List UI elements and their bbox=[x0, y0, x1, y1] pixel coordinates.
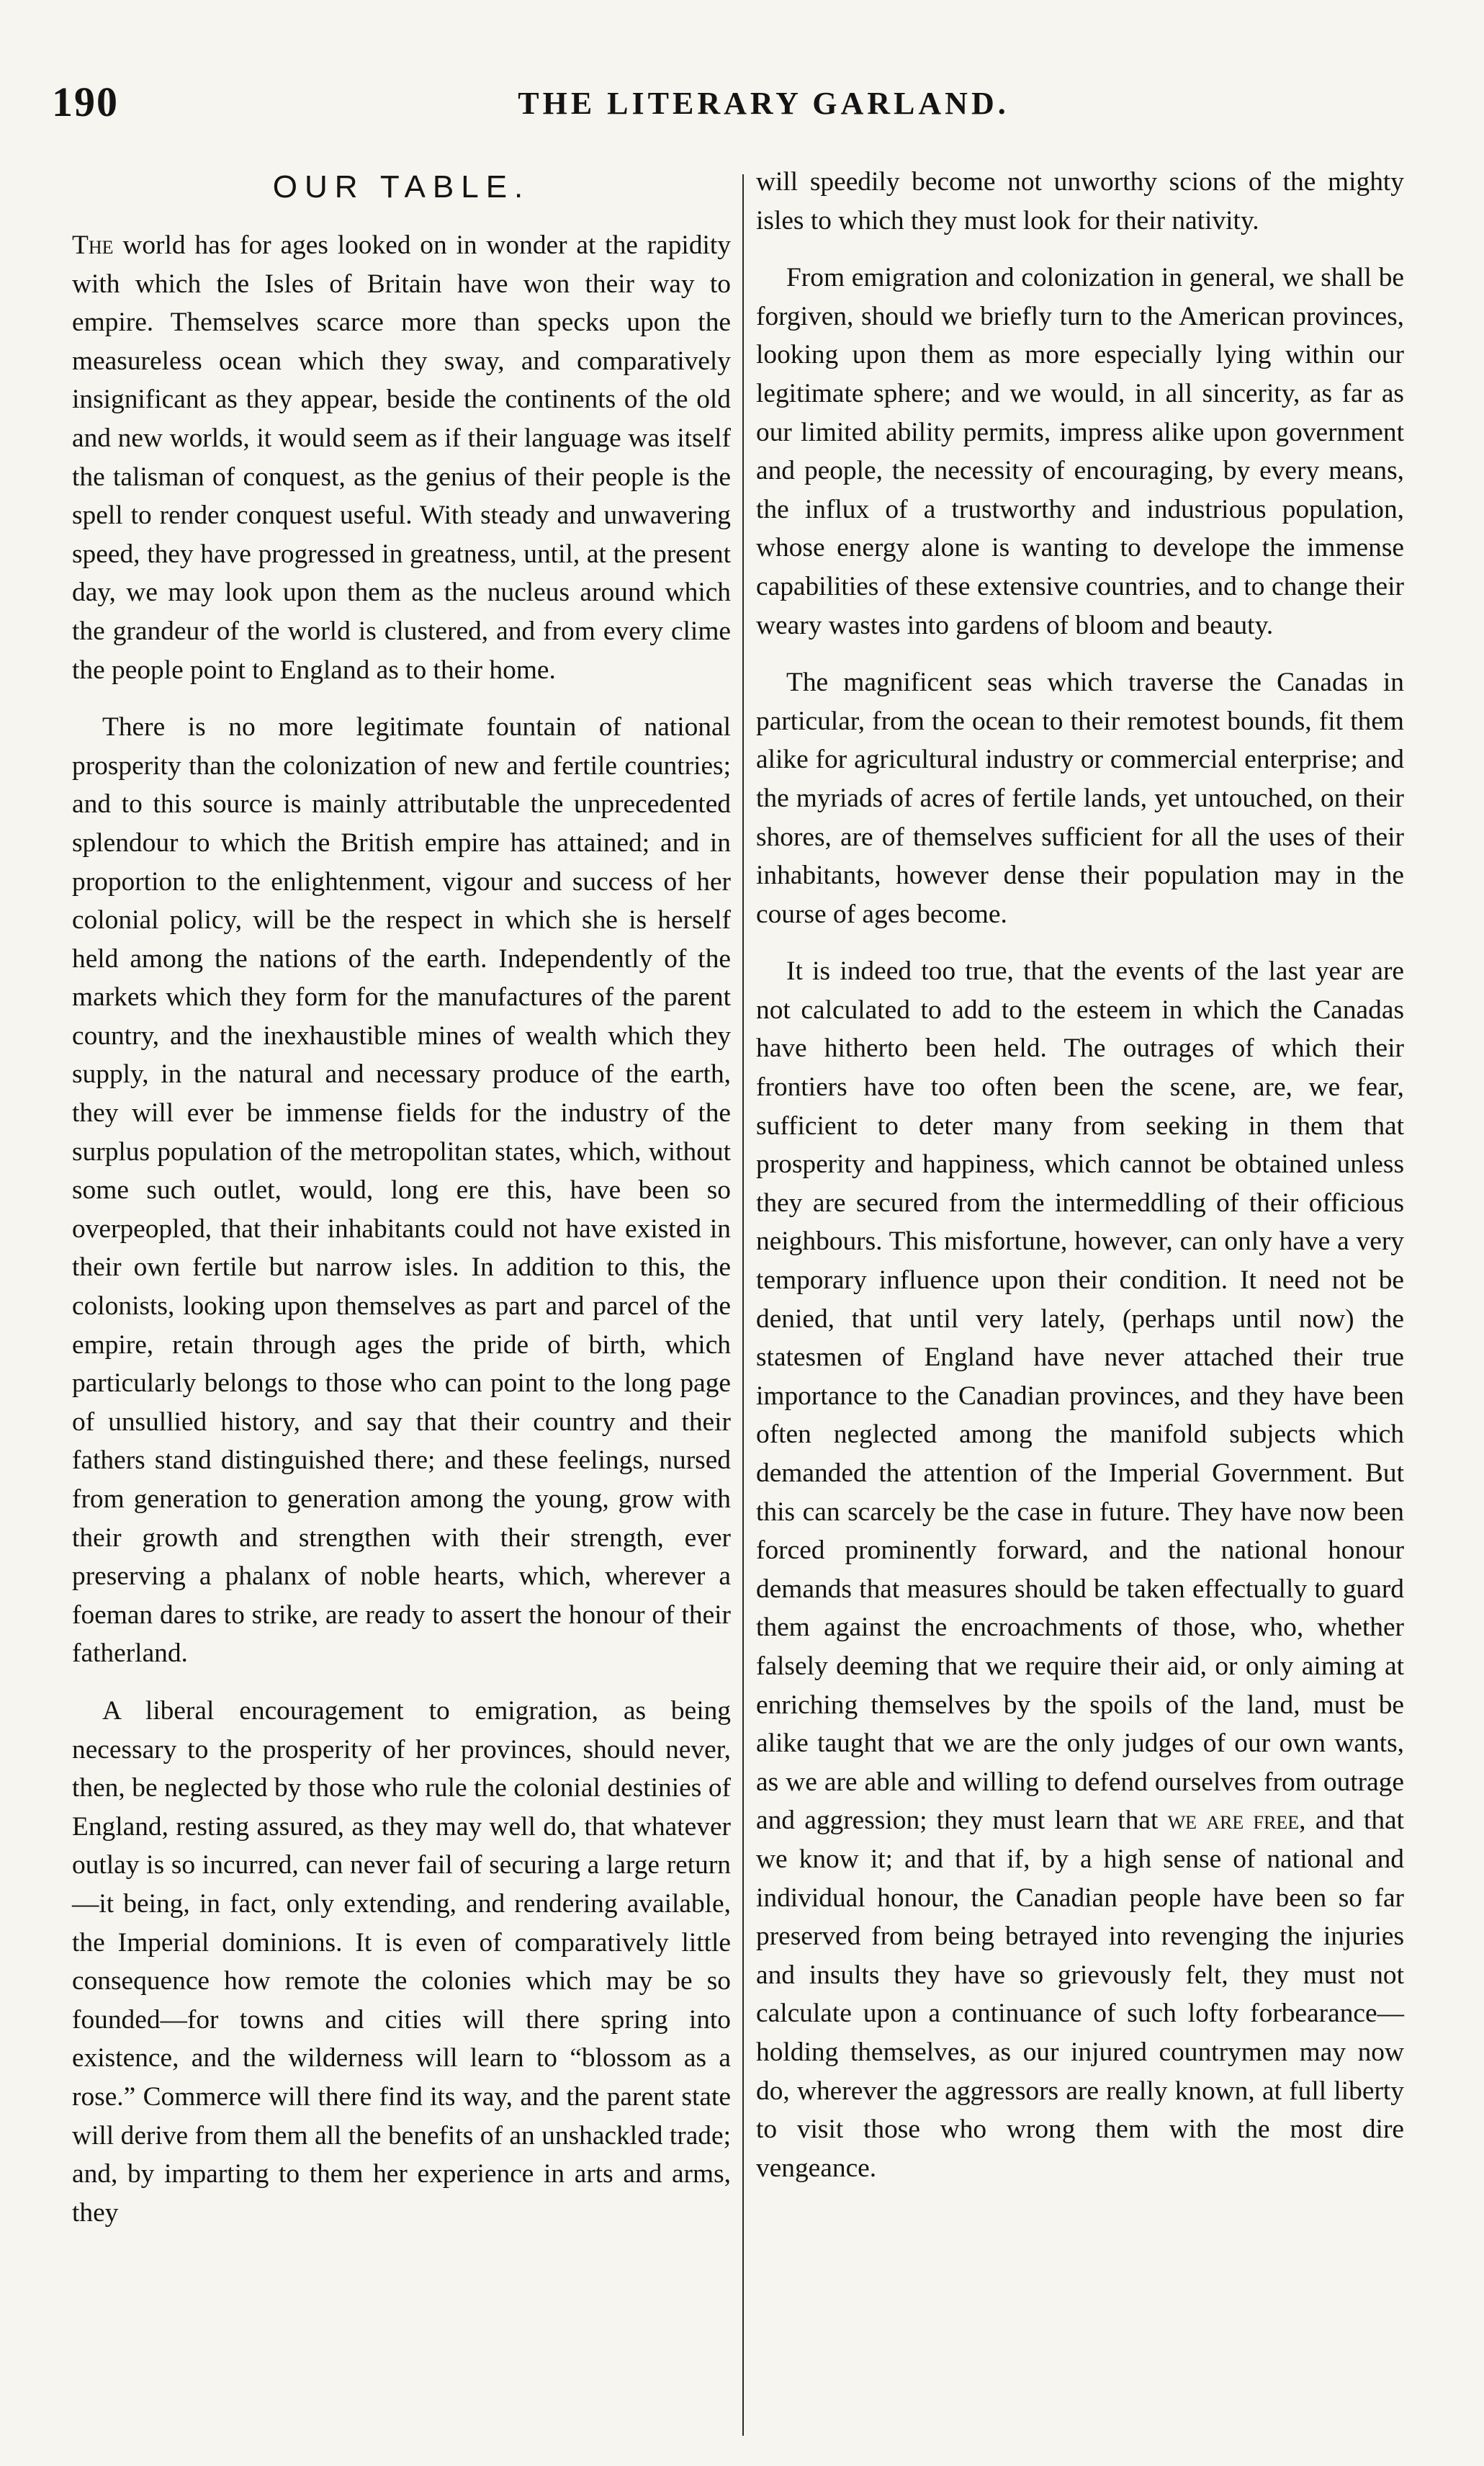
paragraph-continued: will speedily become not unworthy scions of the mighty isles to which they must look for their nativity. bbox=[756, 167, 1404, 236]
paragraph-text: It is indeed too true, that the events of the last year are not calculated to add to the esteem in which the Canadas have hitherto been held. The outrages of which their frontiers have too often been the scene, are, we fear, sufficient to deter many from seeking in them that prosperity and happiness, which cannot be obtained unless they are secured from the intermeddling of their officious neighbours. This misfortune, however, can only have a very temporary influence upon their condition. It need not be denied, that until very lately, (perhaps until now) the statesmen of England have never attached their true importance to the Canadian provinces, and they have been often neglected among the manifold subjects which demanded the attention of the Imperial Government. But this can scarcely be the case in future. They have now been forced prominently forward, and the national honour demands that measures should be taken effectually to guard them against the encroachments of those, who, whether falsely deeming that we require their aid, or only aiming at enriching themselves by the spoils of the land, must be alike taught that we are the only judges of our own wants, as we are able and willing to defend ourselves from outrage and aggression; they must learn that bbox=[756, 956, 1404, 1836]
paragraph-text: and that we know it; and that if, by a high sense of national and individual honour, the Canadian people have been so far preserved from being betrayed into revenging the injuries and insults they have so grievously felt, they must not calculate upon a continuance of such lofty forbearance—holding themselves, as our injured countrymen may now do, wherever the aggressors are really known, at full liberty to visit those who wrong them with the most dire vengeance. bbox=[756, 1806, 1405, 2183]
paragraph bbox=[756, 952, 1404, 2187]
paragraph: From emigration and colonization in general, we shall be forgiven, should we briefly turn to the American provinces, looking upon them as more especially lying within our legitimate sphere; and we would, in all sincerity, as far as our limited ability permits, impress alike upon government and people, the necessity of encouraging, by every means, the influx of a trustworthy and industrious population, whose energy alone is wanting to develope the immense capabilities of these extensive countries, and to change their weary wastes into gardens of bloom and beauty. bbox=[756, 263, 1404, 640]
left-column bbox=[72, 166, 731, 2251]
paragraph: The magnificent seas which traverse the Canadas in particular, from the ocean to their remotest bounds, fit them alike for agricultural industry or commercial enterprise; and the myriads of acres of fertile lands, yet untouched, on their shores, are of themselves sufficient for all the uses of their inhabitants, however dense their population may in the course of ages become. bbox=[756, 668, 1404, 929]
running-title: THE LITERARY GARLAND. bbox=[518, 86, 1009, 121]
column-rule bbox=[742, 174, 744, 2436]
right-column bbox=[756, 163, 1404, 2206]
paragraph bbox=[72, 226, 731, 689]
page-number: 190 bbox=[52, 79, 119, 125]
paragraph: There is no more legitimate fountain of national prosperity than the colonization of new and fertile countries; and to this source is mainly attributable the unprecedented splendour to which the British empire has attained; and in proportion to the enlightenment, vigour and success of her colonial policy, will be the respect in which she is herself held among the nations of the earth. Independently of the markets which they form for the manufactures of the parent country, and the inexhaustible mines of wealth which they supply, in the natural and necessary produce of the earth, they will ever be immense fields for the industry of the surplus population of the metropolitan states, which, without some such outlet, would, long ere this, have been so overpeopled, that their inhabitants could not have existed in their own fertile but narrow isles. In addition to this, the colonists, looking upon themselves as part and parcel of the empire, retain through ages the pride of birth, which particularly belongs to those who can point to the long page of unsullied history, and say that their country and their fathers stand distinguished there; and these feelings, nursed from generation to generation among the young, grow with their growth and strengthen with their strength, ever preserving a phalanx of noble hearts, which, wherever a foeman dares to strike, are ready to assert the honour of their fatherland. bbox=[72, 712, 731, 1669]
paragraph: A liberal encouragement to emigration, as being necessary to the prosperity of her provinces, should never, then, be neglected by those who rule the colonial destinies of England, resting assured, as they may well do, that whatever outlay is so incurred, can never fail of securing a large return—it being, in fact, only extending, and rendering available, the Imperial dominions. It is even of comparatively little consequence how remote the colonies which may be so founded—for towns and cities will there spring into existence, and the wilderness will learn to “blossom as a rose.” Commerce will there find its way, and the parent state will derive from them all the benefits of an unshackled trade; and, by imparting to them her experience in arts and arms, they bbox=[72, 1695, 731, 2228]
paragraph-text: world has for ages looked on in wonder at the rapidity with which the Isles of Britain have won their way to empire. Themselves scarce more than specks upon the measureless ocean which they sway, and comparatively insignificant as they appear, beside the continents of the old and new worlds, it would seem as if their language was itself the talisman of conquest, as the genius of their people is the spell to render conquest useful. With steady and unwavering speed, they have progressed in greatness, until, at the present day, we may look upon them as the nucleus around which the grandeur of the world is clustered, and from every clime the people point to England as to their home. bbox=[72, 230, 731, 685]
paragraph-lead: The bbox=[72, 230, 114, 260]
section-title: OUR TABLE. bbox=[272, 169, 531, 205]
emphasis-text: we are free, bbox=[1167, 1806, 1306, 1836]
